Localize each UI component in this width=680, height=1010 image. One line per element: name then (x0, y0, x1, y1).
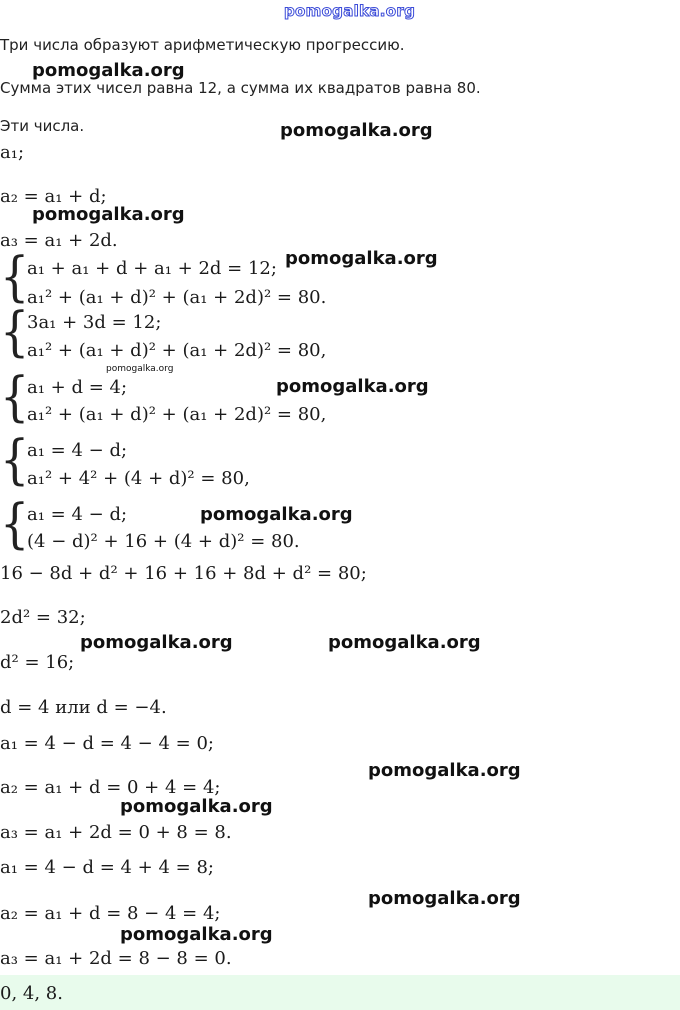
system1-eq1: a₁ + a₁ + d + a₁ + 2d = 12; (27, 258, 277, 279)
watermark: pomogalka.org (32, 204, 185, 225)
system5-eq1: a₁ = 4 − d; (27, 504, 128, 525)
system4-eq2: a₁² + 4² + (4 + d)² = 80, (27, 468, 250, 489)
case2-a2: a₂ = a₁ + d = 8 − 4 = 4; (0, 903, 221, 924)
problem-line-2: Сумма этих чисел равна 12, а сумма их квадратов равна 80. (0, 79, 481, 97)
watermark: pomogalka.org (368, 760, 521, 781)
system-brace-2: { (0, 300, 30, 363)
problem-line-3: Эти числа. (0, 117, 85, 135)
watermark-small: pomogalka.org (106, 364, 174, 374)
system-brace-3: { (0, 365, 30, 428)
watermark: pomogalka.org (285, 248, 438, 269)
system5-eq2: (4 − d)² + 16 + (4 + d)² = 80. (27, 531, 300, 552)
system3-eq1: a₁ + d = 4; (27, 377, 128, 398)
watermark: pomogalka.org (32, 60, 185, 81)
answer-text: 0, 4, 8. (0, 983, 63, 1004)
watermark: pomogalka.org (276, 376, 429, 397)
system3-eq2: a₁² + (a₁ + d)² + (a₁ + 2d)² = 80, (27, 404, 327, 425)
watermark: pomogalka.org (328, 632, 481, 653)
watermark: pomogalka.org (120, 924, 273, 945)
case1-a3: a₃ = a₁ + 2d = 0 + 8 = 8. (0, 822, 232, 843)
case1-a2: a₂ = a₁ + d = 0 + 4 = 4; (0, 777, 221, 798)
system-brace-4: { (0, 428, 30, 491)
system2-eq1: 3a₁ + 3d = 12; (27, 312, 162, 333)
def-a2: a₂ = a₁ + d; (0, 186, 107, 207)
system-brace-1: { (0, 245, 30, 308)
expansion-line: 16 − 8d + d² + 16 + 16 + 8d + d² = 80; (0, 563, 367, 584)
system4-eq1: a₁ = 4 − d; (27, 440, 128, 461)
problem-line-1: Три числа образуют арифметическую прогрессию. (0, 36, 405, 54)
system-brace-5: { (0, 492, 30, 555)
case1-a1: a₁ = 4 − d = 4 − 4 = 0; (0, 733, 214, 754)
equation-d: d = 4 или d = −4. (0, 697, 167, 718)
answer-panel (0, 975, 680, 1010)
case2-a1: a₁ = 4 − d = 4 + 4 = 8; (0, 857, 214, 878)
watermark: pomogalka.org (368, 888, 521, 909)
def-a1: a₁; (0, 142, 25, 163)
watermark: pomogalka.org (280, 120, 433, 141)
system1-eq2: a₁² + (a₁ + d)² + (a₁ + 2d)² = 80. (27, 287, 327, 308)
watermark: pomogalka.org (200, 504, 353, 525)
case2-a3: a₃ = a₁ + 2d = 8 − 8 = 0. (0, 948, 232, 969)
watermark: pomogalka.org (80, 632, 233, 653)
watermark: pomogalka.org (120, 796, 273, 817)
top-watermark: pomogalka.org (284, 2, 416, 20)
system2-eq2: a₁² + (a₁ + d)² + (a₁ + 2d)² = 80, (27, 340, 327, 361)
equation-d2: d² = 16; (0, 652, 75, 673)
def-a3: a₃ = a₁ + 2d. (0, 230, 118, 251)
equation-2d2: 2d² = 32; (0, 607, 86, 628)
